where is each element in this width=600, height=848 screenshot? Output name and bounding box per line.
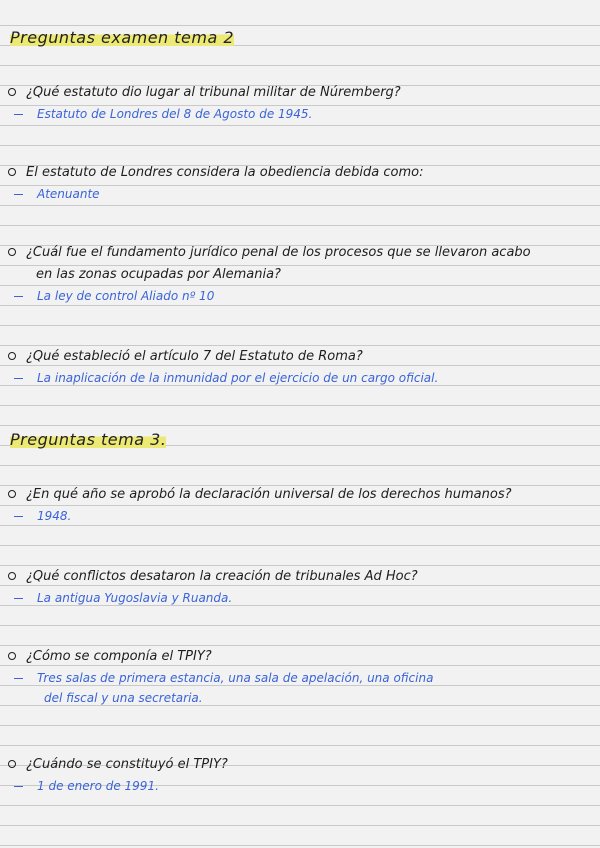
answer-text: La ley de control Aliado nº 10: [37, 289, 215, 303]
question-block-7: [8, 646, 590, 708]
answer-text-continued: del fiscal y una secretaria.: [44, 691, 203, 705]
dash-icon: [14, 378, 23, 379]
question-text: ¿Qué estatuto dio lugar al tribunal militar de Núremberg?: [26, 85, 401, 100]
question-block-4: [8, 346, 590, 388]
bullet-icon: [8, 760, 16, 768]
dash-icon: [14, 194, 23, 195]
answer-text: Atenuante: [37, 187, 100, 201]
bullet-icon: [8, 490, 16, 498]
question-block-1: [8, 82, 590, 124]
answer-text: La antigua Yugoslavia y Ruanda.: [37, 591, 233, 605]
bullet-icon: [8, 248, 16, 256]
answer-text: La inaplicación de la inmunidad por el ejercicio de un cargo oficial.: [37, 371, 439, 385]
bullet-icon: [8, 88, 16, 96]
heading-tema-3: [6, 430, 170, 449]
question-text: ¿Qué estableció el artículo 7 del Estatuto de Roma?: [26, 349, 363, 364]
question-block-3: [8, 242, 590, 306]
answer-text: 1948.: [37, 509, 72, 523]
question-text: ¿Cuál fue el fundamento jurídico penal de los procesos que se llevaron acabo: [26, 245, 531, 260]
question-text: ¿Qué conflictos desataron la creación de tribunales Ad Hoc?: [26, 569, 418, 584]
answer-text: Tres salas de primera estancia, una sala de apelación, una oficina: [37, 671, 434, 685]
dash-icon: [14, 516, 23, 517]
bullet-icon: [8, 652, 16, 660]
dash-icon: [14, 296, 23, 297]
answer-text: 1 de enero de 1991.: [37, 779, 159, 793]
heading-tema-2: [6, 28, 238, 47]
heading-tema-2-text: Preguntas examen tema 2: [10, 28, 235, 47]
question-text: ¿Cuándo se constituyó el TPIY?: [26, 757, 228, 772]
heading-tema-3-text: Preguntas tema 3.: [10, 430, 167, 449]
question-block-8: [8, 754, 590, 796]
bullet-icon: [8, 168, 16, 176]
question-text: ¿En qué año se aprobó la declaración universal de los derechos humanos?: [26, 487, 512, 502]
question-block-6: [8, 566, 590, 608]
question-block-5: [8, 484, 590, 526]
question-text: El estatuto de Londres considera la obediencia debida como:: [26, 165, 424, 180]
dash-icon: [14, 678, 23, 679]
question-block-2: [8, 162, 590, 204]
bullet-icon: [8, 572, 16, 580]
dash-icon: [14, 598, 23, 599]
dash-icon: [14, 786, 23, 787]
bullet-icon: [8, 352, 16, 360]
dash-icon: [14, 114, 23, 115]
question-text: ¿Cómo se componía el TPIY?: [26, 649, 212, 664]
question-text-continued: en las zonas ocupadas por Alemania?: [36, 267, 281, 282]
answer-text: Estatuto de Londres del 8 de Agosto de 1945.: [37, 107, 313, 121]
